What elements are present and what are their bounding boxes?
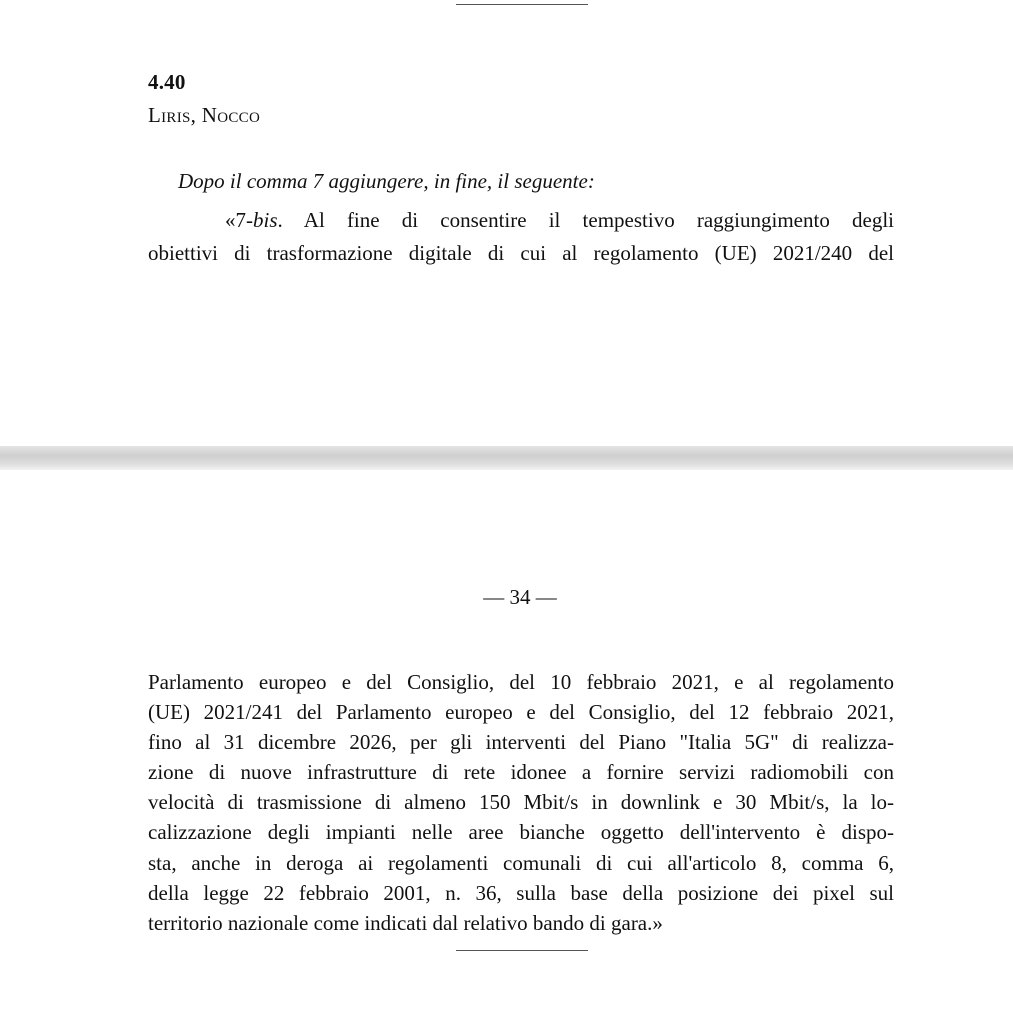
amendment-instruction: Dopo il comma 7 aggiungere, in fine, il seguente:	[178, 169, 595, 193]
text-line: calizzazione degli impianti nelle aree bianche oggetto dell'intervento è dispo-	[148, 820, 894, 845]
text-line: velocità di trasmissione di almeno 150 Mbit/s in downlink e 30 Mbit/s, la lo-	[148, 790, 894, 815]
text-line: obiettivi di trasformazione digitale di cui al regolamento (UE) 2021/240 del	[148, 241, 894, 265]
text-line: territorio nazionale come indicati dal relativo bando di gara.»	[148, 910, 663, 935]
text-line: Parlamento europeo e del Consiglio, del 10 febbraio 2021, e al regolamento	[148, 670, 894, 694]
amendment-number: 4.40	[148, 70, 186, 94]
text-line: zione di nuove infrastrutture di rete idonee a fornire servizi radiomobili con	[148, 760, 894, 785]
text-line: della legge 22 febbraio 2001, n. 36, sulla base della posizione dei pixel sul	[148, 880, 894, 905]
page-number: — 34 —	[483, 585, 557, 609]
top-divider-rule	[456, 4, 588, 5]
text-line: sta, anche in deroga ai regolamenti comunali di cui all'articolo 8, comma 6,	[148, 850, 894, 875]
text-line: fino al 31 dicembre 2026, per gli interventi del Piano "Italia 5G" di realizza-	[148, 730, 894, 755]
text-line: «7-bis. Al fine di consentire il tempestivo raggiungimento degli	[225, 208, 894, 232]
text-line: (UE) 2021/241 del Parlamento europeo e del Consiglio, del 12 febbraio 2021,	[148, 700, 894, 725]
amendment-authors: Liris, Nocco	[148, 103, 261, 127]
amendment-text-bottom	[148, 667, 894, 938]
amendment-text-top	[148, 204, 894, 270]
page-separator	[0, 446, 1013, 470]
bottom-divider-rule	[456, 950, 588, 951]
